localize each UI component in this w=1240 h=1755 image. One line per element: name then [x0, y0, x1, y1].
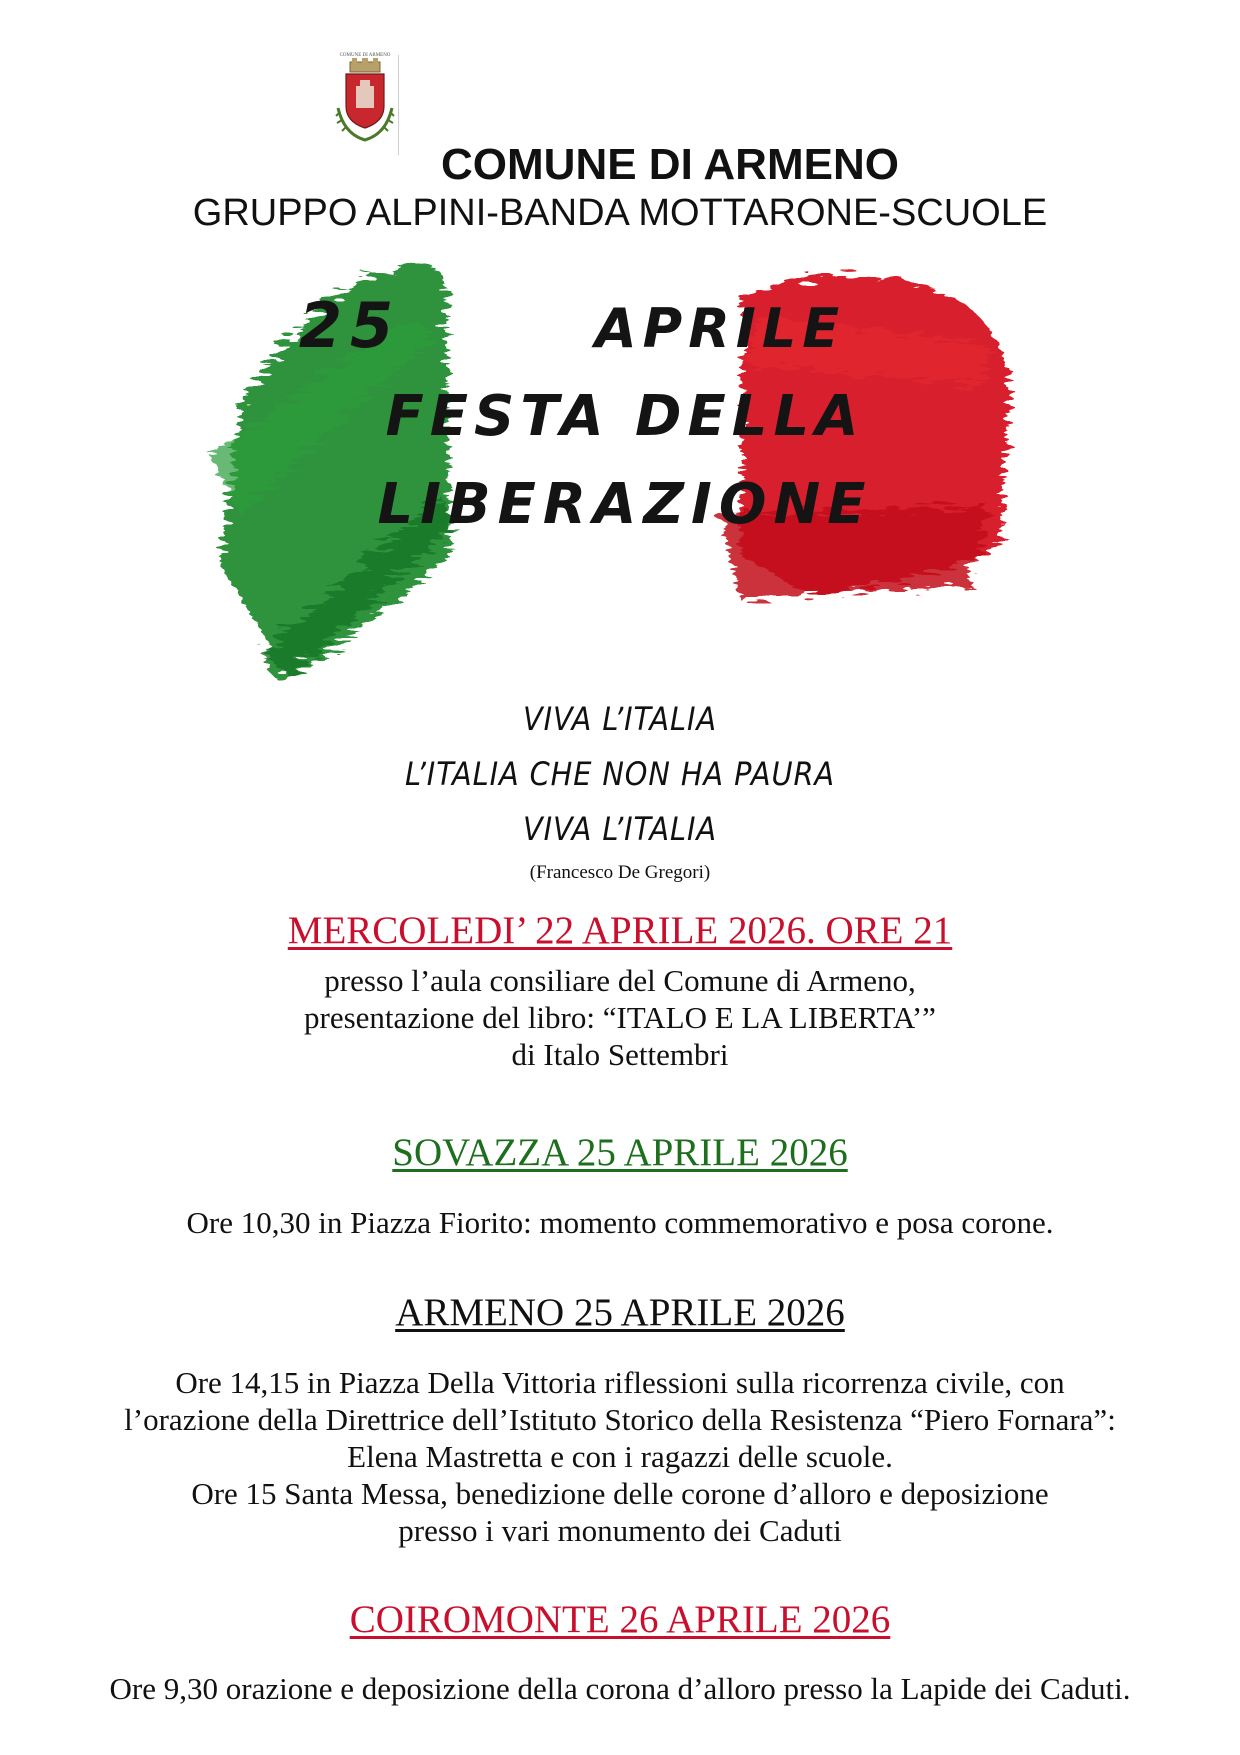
quote-author: (Francesco De Gregori) [529, 862, 711, 883]
event-heading-mercoledi: MERCOLEDI’ 22 APRILE 2026. ORE 21 [287, 909, 953, 952]
banner-day: 25 [298, 289, 402, 362]
quote-line: L’ITALIA CHE NON HA PAURA [404, 755, 836, 793]
page-title: COMUNE DI ARMENO [441, 140, 899, 189]
page-subtitle: GRUPPO ALPINI-BANDA MOTTARONE-SCUOLE [192, 192, 1048, 234]
event-text: Elena Mastretta e con i ragazzi delle scuole. [347, 1439, 893, 1474]
liberation-day-banner [200, 255, 1060, 685]
event-text: Ore 14,15 in Piazza Della Vittoria riflessioni sulla ricorrenza civile, con [175, 1365, 1065, 1400]
banner-festa: FESTA DELLA [385, 384, 865, 449]
quote-line: VIVA L’ITALIA [523, 700, 717, 738]
event-text: Ore 10,30 in Piazza Fiorito: momento commemorativo e posa corone. [186, 1205, 1054, 1240]
quote-line: VIVA L’ITALIA [523, 810, 717, 848]
event-heading-coiromonte: COIROMONTE 26 APRILE 2026 [349, 1598, 891, 1641]
event-text: presso i vari monumento dei Caduti [398, 1513, 842, 1548]
banner-liberazione: LIBERAZIONE [377, 472, 873, 537]
event-text: Ore 15 Santa Messa, benedizione delle corone d’alloro e deposizione [191, 1476, 1049, 1511]
event-text: presso l’aula consiliare del Comune di Armeno, [324, 963, 916, 998]
event-text: presentazione del libro: “ITALO E LA LIBERTA’” [304, 1000, 936, 1035]
seal-text: COMUNE DI ARMENO [339, 53, 391, 58]
banner-month: APRILE [594, 297, 846, 360]
event-text: l’orazione della Direttrice dell’Istituto Storico della Resistenza “Piero Fornara”: [124, 1402, 1116, 1437]
event-text: Ore 9,30 orazione e deposizione della corona d’alloro presso la Lapide dei Caduti. [109, 1671, 1131, 1706]
coat-of-arms-logo [330, 48, 400, 148]
event-heading-sovazza: SOVAZZA 25 APRILE 2026 [392, 1131, 848, 1174]
event-heading-armeno: ARMENO 25 APRILE 2026 [395, 1291, 845, 1334]
event-text: di Italo Settembri [511, 1037, 729, 1072]
